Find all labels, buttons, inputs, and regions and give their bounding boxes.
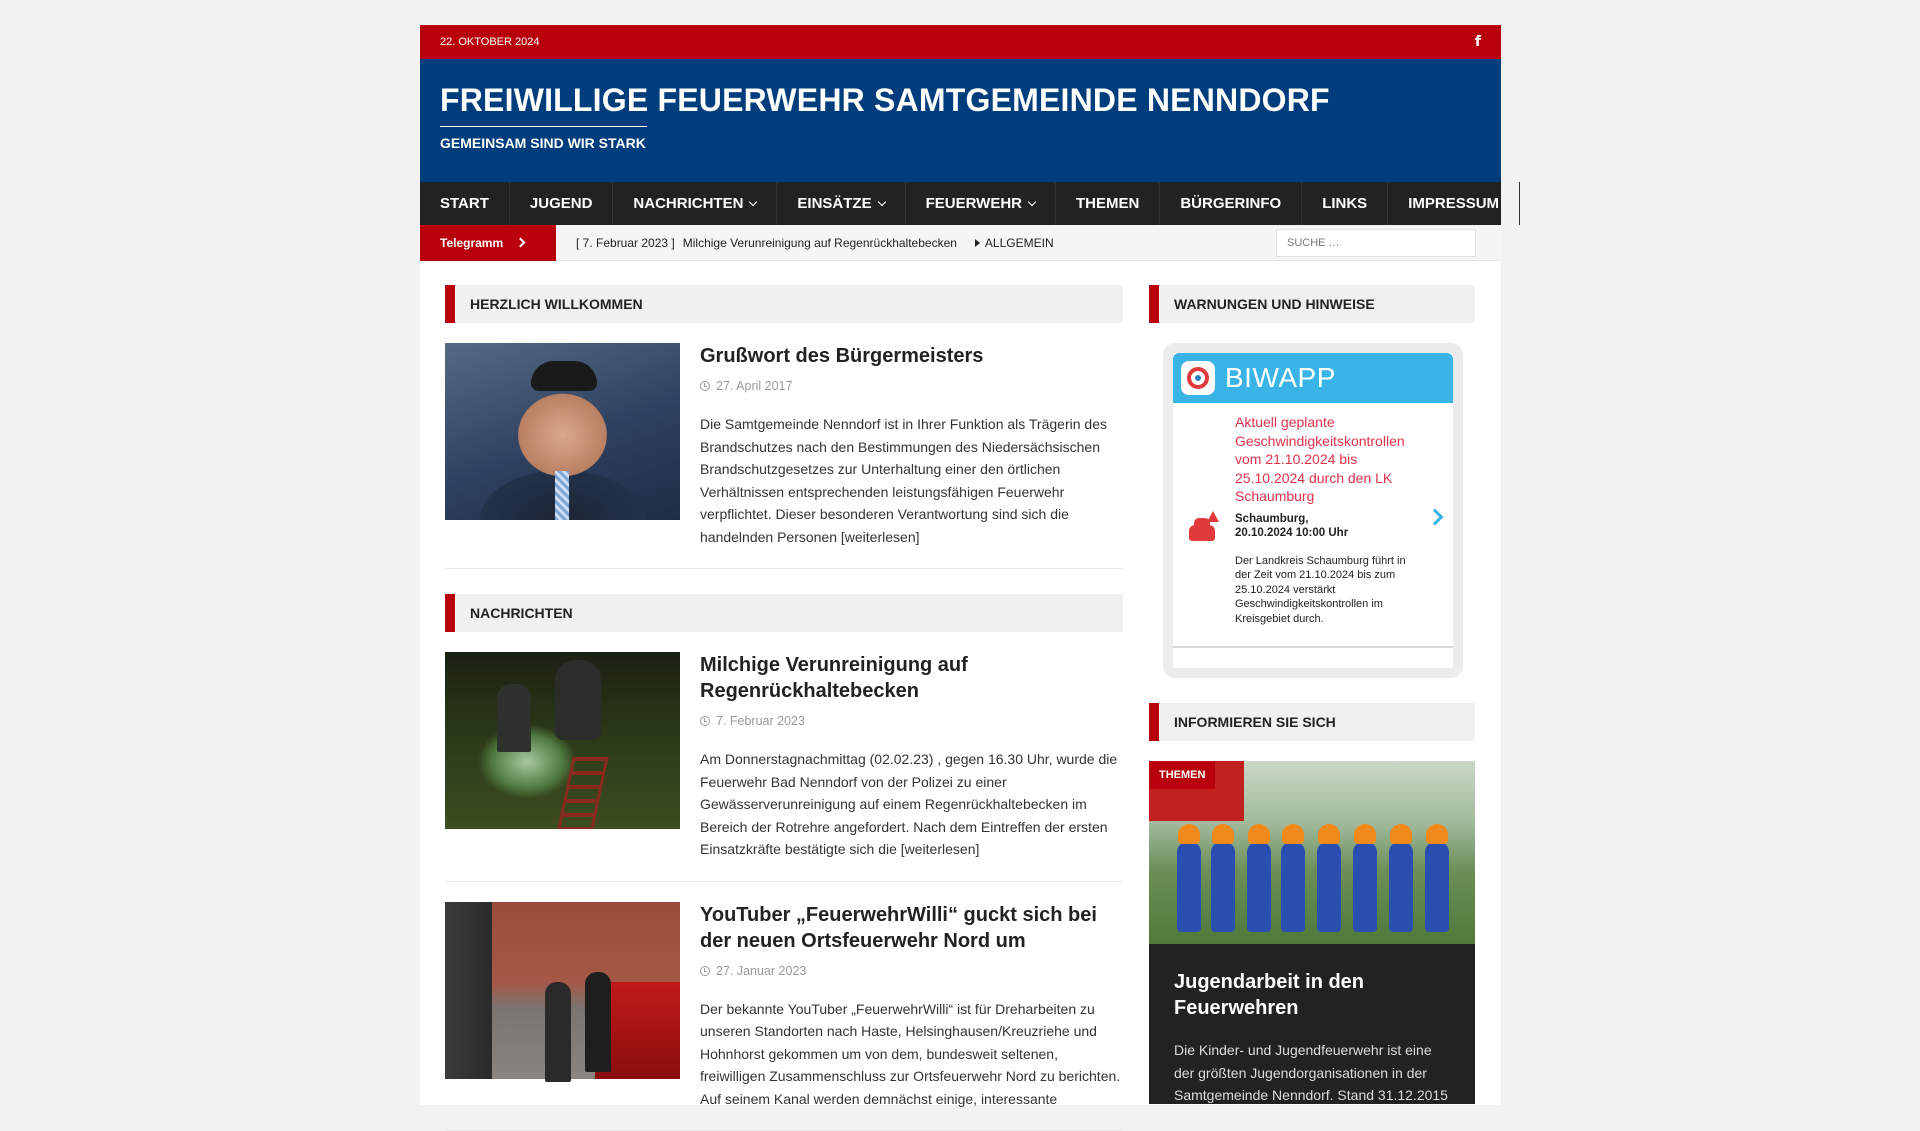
nav-item-einsaetze[interactable] <box>777 182 905 225</box>
post-excerpt: Die Samtgemeinde Nenndorf ist in Ihrer Funktion als Trägerin des Brandschutzes nach den Bestimmungen des Niedersächsischen Brandschutzgesetzes zur Unterhaltung einer den örtlichen Verhältnissen entsprechenden leistungsfähigen Feuerwehr verpflichtet. Dieser besonderen Verantwortung sind sich die handelnden Personen [weiterlesen] <box>700 413 1123 548</box>
post-body <box>700 652 1123 861</box>
caret-right-icon <box>975 239 980 247</box>
nav-item-impressum[interactable] <box>1388 182 1520 225</box>
featured-post <box>1149 761 1475 1104</box>
main-content <box>445 285 1123 1131</box>
post-excerpt: Am Donnerstagnachmittag (02.02.23) , gegen 16.30 Uhr, wurde die Feuerwehr Bad Nenndorf von der Polizei zu einer Gewässerverunreinigung auf einem Regenrückhaltebecken im Bereich der Rotrehre angefordert. Nach dem Eintreffen der ersten Einsatzkräfte bestätigte sich die [weiterlesen] <box>700 748 1123 861</box>
post-date: 7. Februar 2023 <box>716 714 805 728</box>
ticker-label-text: Telegramm <box>440 236 503 250</box>
post-title[interactable]: Grußwort des Bürgermeisters <box>700 343 1123 369</box>
nav-item-nachrichten[interactable] <box>613 182 777 225</box>
chevron-down-icon <box>749 197 757 205</box>
site-wrapper <box>420 25 1501 1105</box>
warning-place: Schaumburg, <box>1235 512 1415 526</box>
facebook-icon[interactable]: f <box>1475 34 1481 50</box>
current-date: 22. OKTOBER 2024 <box>440 36 539 48</box>
sidebar <box>1149 285 1475 1104</box>
post-meta <box>700 964 1123 978</box>
chevron-right-icon[interactable] <box>1427 509 1444 526</box>
nav-label: FEUERWEHR <box>926 195 1022 212</box>
post-meta <box>700 379 1123 393</box>
section-heading-welcome: HERZLICH WILLKOMMEN <box>445 285 1123 323</box>
site-header <box>420 59 1501 182</box>
chevron-down-icon <box>1028 197 1036 205</box>
ticker-headline[interactable]: Milchige Verunreinigung auf Regenrückhaltebecken <box>683 236 957 250</box>
person <box>1317 842 1341 932</box>
biwapp-warning[interactable] <box>1173 403 1453 648</box>
featured-excerpt: Die Kinder- und Jugendfeuerwehr ist eine der größten Jugendorganisationen in der Samtgemeinde Nenndorf. Stand 31.12.2015 <box>1174 1039 1450 1107</box>
featured-body <box>1149 944 1475 1104</box>
featured-title[interactable]: Jugendarbeit in den Feuerwehren <box>1174 969 1450 1021</box>
category-badge[interactable]: THEMEN <box>1149 761 1215 789</box>
person <box>1353 842 1377 932</box>
post-thumbnail[interactable] <box>445 343 680 520</box>
nav-label: LINKS <box>1322 195 1367 212</box>
search-input[interactable] <box>1276 229 1476 257</box>
car-warning-icon <box>1181 413 1235 626</box>
ticker-date: [ 7. Februar 2023 ] <box>576 236 675 250</box>
post-excerpt: Der bekannte YouTuber „FeuerwehrWilli“ ist für Dreharbeiten zu unseren Standorten nach Haste, Helsinghausen/Kreuzriehe und Hohnhorst gekommen um von dem, bundesweit seltenen, freiwilligen Zusammenschluss zur Ortsfeuerwehr Nord zu berichten. Auf seinem Kanal werden demnächst einige, interessante <box>700 998 1123 1111</box>
warning-datetime: 20.10.2024 10:00 Uhr <box>1235 526 1415 540</box>
chevron-right-icon <box>516 238 526 248</box>
person <box>1177 842 1201 932</box>
nav-label: BÜRGERINFO <box>1180 195 1281 212</box>
biwapp-title: BIWAPP <box>1225 362 1336 394</box>
news-ticker <box>420 225 1501 261</box>
ticker-category[interactable]: ALLGEMEIN <box>985 236 1054 250</box>
person <box>1425 842 1449 932</box>
person <box>1247 842 1271 932</box>
section-heading-inform: INFORMIEREN SIE SICH <box>1149 703 1475 741</box>
clock-icon <box>700 716 710 726</box>
post-title[interactable]: YouTuber „FeuerwehrWilli“ guckt sich bei der neuen Ortsfeuerwehr Nord um <box>700 902 1123 954</box>
nav-label: IMPRESSUM <box>1408 195 1499 212</box>
post-meta <box>700 714 1123 728</box>
nav-item-jugend[interactable] <box>510 182 614 225</box>
post-item <box>445 882 1123 1131</box>
nav-item-links[interactable] <box>1302 182 1388 225</box>
nav-label: NACHRICHTEN <box>633 195 743 212</box>
biwapp-logo-icon <box>1181 361 1215 395</box>
nav-label: JUGEND <box>530 195 593 212</box>
nav-item-themen[interactable] <box>1056 182 1160 225</box>
site-title[interactable]: FREIWILLIGE FEUERWEHR SAMTGEMEINDE NENNDORF <box>440 81 1481 119</box>
section-heading-news: NACHRICHTEN <box>445 594 1123 632</box>
clock-icon <box>700 381 710 391</box>
title-divider <box>440 126 647 127</box>
chevron-down-icon <box>877 197 885 205</box>
biwapp-footer <box>1173 648 1453 668</box>
person <box>1211 842 1235 932</box>
section-heading-warnings: WARNUNGEN UND HINWEISE <box>1149 285 1475 323</box>
site-tagline: GEMEINSAM SIND WIR STARK <box>440 135 1481 151</box>
biwapp-text <box>1235 413 1415 626</box>
post-thumbnail[interactable] <box>445 902 680 1079</box>
person <box>1389 842 1413 932</box>
biwapp-header <box>1173 353 1453 403</box>
post-body <box>700 902 1123 1111</box>
clock-icon <box>700 966 710 976</box>
nav-label: THEMEN <box>1076 195 1139 212</box>
main-navigation <box>420 182 1501 225</box>
warning-headline[interactable]: Aktuell geplante Geschwindigkeitskontrollen vom 21.10.2024 bis 25.10.2024 durch den LK Schaumburg <box>1235 413 1415 506</box>
nav-label: START <box>440 195 489 212</box>
post-title[interactable]: Milchige Verunreinigung auf Regenrückhaltebecken <box>700 652 1123 704</box>
nav-item-start[interactable] <box>420 182 510 225</box>
post-date: 27. Januar 2023 <box>716 964 806 978</box>
ticker-item[interactable] <box>576 236 1054 250</box>
warning-description: Der Landkreis Schaumburg führt in der Zeit vom 21.10.2024 bis zum 25.10.2024 verstärkt Geschwindigkeitskontrollen im Kreisgebiet durch. <box>1235 554 1415 627</box>
nav-item-buergerinfo[interactable] <box>1160 182 1302 225</box>
top-bar <box>420 25 1501 59</box>
post-thumbnail[interactable] <box>445 652 680 829</box>
post-item <box>445 323 1123 569</box>
post-item <box>445 632 1123 882</box>
ticker-label <box>420 225 556 261</box>
nav-label: EINSÄTZE <box>797 195 871 212</box>
post-date: 27. April 2017 <box>716 379 792 393</box>
person <box>1281 842 1305 932</box>
nav-item-feuerwehr[interactable] <box>906 182 1056 225</box>
post-body <box>700 343 1123 548</box>
biwapp-widget <box>1163 343 1463 678</box>
warning-location <box>1235 512 1415 540</box>
